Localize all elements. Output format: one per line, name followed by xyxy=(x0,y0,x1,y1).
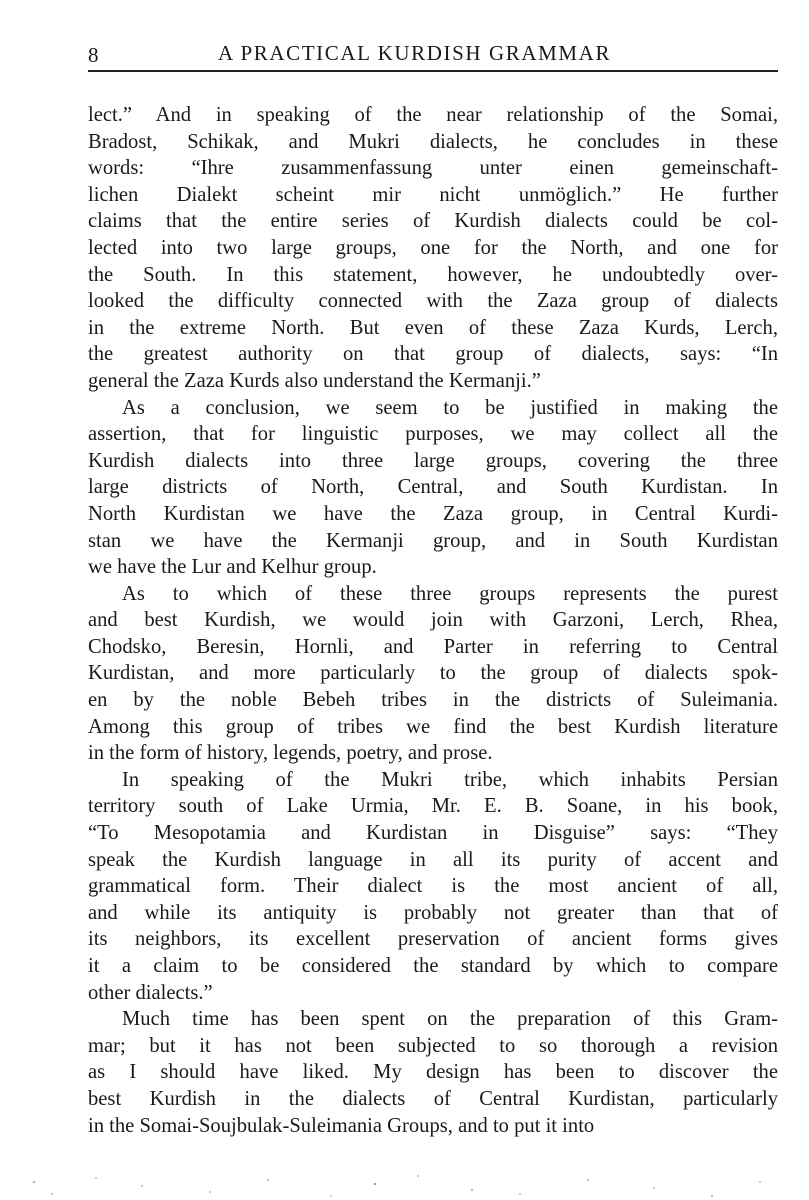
text-line: “To Mesopotamia and Kurdistan in Disguise” says: “They xyxy=(88,822,778,845)
text-line: stan we have the Kermanji group, and in South Kurdistan xyxy=(88,529,778,552)
text-line: speak the Kurdish language in all its purity of accent and xyxy=(88,848,778,871)
text-line: the greatest authority on that group of dialects, says: “In xyxy=(88,343,778,366)
text-line: Among this group of tribes we find the best Kurdish literature xyxy=(88,715,778,738)
text-line: lichen Dialekt scheint mir nicht unmöglich.” He further xyxy=(88,183,778,206)
text-line: grammatical form. Their dialect is the most ancient of all, xyxy=(88,875,778,898)
body-text xyxy=(88,102,778,1139)
text-line: en by the noble Bebeh tribes in the districts of Suleimania. xyxy=(88,689,778,712)
text-line: as I should have liked. My design has been to discover the xyxy=(88,1061,778,1084)
text-line: claims that the entire series of Kurdish dialects could be col- xyxy=(88,210,778,233)
text-line: mar; but it has not been subjected to so thorough a revision xyxy=(88,1034,778,1057)
header-rule xyxy=(88,70,778,72)
text-line: words: “Ihre zusammenfassung unter einen gemeinschaft- xyxy=(88,157,778,180)
text-line: lected into two large groups, one for the North, and one for xyxy=(88,236,778,259)
text-line: the South. In this statement, however, he undoubtedly over- xyxy=(88,263,778,286)
text-line: Chodsko, Beresin, Hornli, and Parter in referring to Central xyxy=(88,635,778,658)
text-line: territory south of Lake Urmia, Mr. E. B. Soane, in his book, xyxy=(88,795,778,818)
page-number: 8 xyxy=(88,43,99,67)
paragraph xyxy=(88,102,778,395)
text-line: its neighbors, its excellent preservation of ancient forms gives xyxy=(88,928,778,951)
text-line: general the Zaza Kurds also understand the Kermanji.” xyxy=(88,369,541,392)
text-line: it a claim to be considered the standard by which to compare xyxy=(88,955,778,977)
text-line: Bradost, Schikak, and Mukri dialects, he concludes in these xyxy=(88,130,778,153)
text-line: As to which of these three groups represents the purest xyxy=(122,582,778,605)
text-line: large districts of North, Central, and South Kurdistan. In xyxy=(88,476,778,499)
text-line: we have the Lur and Kelhur group. xyxy=(88,556,377,579)
text-line: North Kurdistan we have the Zaza group, in Central Kurdi- xyxy=(88,502,778,525)
text-line: Kurdish dialects into three large groups, covering the three xyxy=(88,449,778,472)
text-line: and while its antiquity is probably not greater than that of xyxy=(88,901,778,924)
page-header xyxy=(88,36,776,72)
paragraph xyxy=(88,767,778,1006)
text-line: Much time has been spent on the preparation of this Gram- xyxy=(122,1008,778,1031)
text-line: As a conclusion, we seem to be justified in making the xyxy=(122,396,778,419)
paragraph xyxy=(88,395,778,581)
paragraph xyxy=(88,1006,778,1139)
scan-specks xyxy=(0,1150,809,1200)
text-line: in the Somai-Soujbulak-Suleimania Groups, and to put it into xyxy=(88,1114,595,1137)
text-line: in the form of history, legends, poetry, and prose. xyxy=(88,742,493,765)
text-line: Kurdistan, and more particularly to the group of dialects spok- xyxy=(88,662,778,685)
text-line: and best Kurdish, we would join with Garzoni, Lerch, Rhea, xyxy=(88,609,778,632)
text-line: In speaking of the Mukri tribe, which inhabits Persian xyxy=(122,768,778,791)
text-line: in the extreme North. But even of these Zaza Kurds, Lerch, xyxy=(88,316,778,339)
text-line: best Kurdish in the dialects of Central Kurdistan, particularly xyxy=(88,1087,778,1110)
running-head: A PRACTICAL KURDISH GRAMMAR xyxy=(218,41,612,65)
text-line: looked the difficulty connected with the Zaza group of dialects xyxy=(88,290,778,313)
paragraph xyxy=(88,581,778,767)
text-line: lect.” And in speaking of the near relationship of the Somai, xyxy=(88,104,778,126)
text-line: assertion, that for linguistic purposes, we may collect all the xyxy=(88,423,778,446)
text-line: other dialects.” xyxy=(88,981,213,1004)
